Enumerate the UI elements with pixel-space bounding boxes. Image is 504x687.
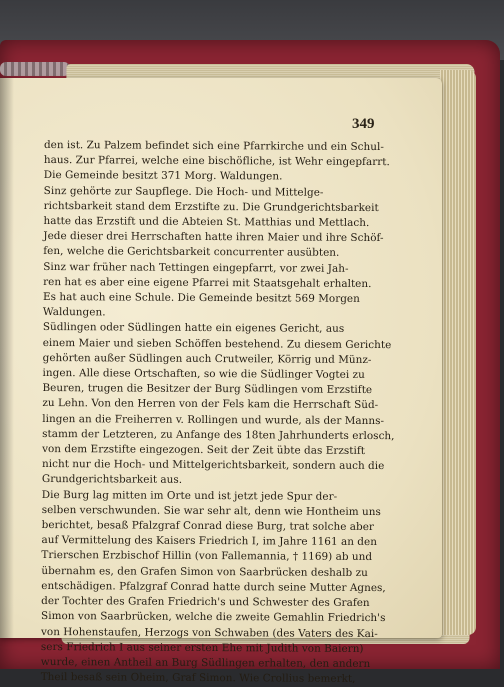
text-line: Sinz gehörte zur Saupflege. Die Hoch- und Mittelge- [43, 184, 324, 199]
text-line: haus. Zur Pfarrei, welche eine bischöfliche, ist Wehr eingepfarrt. [43, 154, 390, 169]
text-line: Sinz war früher nach Tettingen eingepfarrt, vor zwei Jah- [43, 260, 349, 275]
text-line: von dem Erzstifte eingezogen. Seit der Zeit übte das Erzstift [42, 443, 366, 458]
text-line: der Tochter des Grafen Friedrich's und Schwester des Grafen [41, 595, 370, 610]
text-line: stamm der Letzteren, zu Anfange des 18ten Jahrhunderts erlosch, [42, 427, 395, 443]
text-line: einem Maier und sieben Schöffen bestehend. Zu diesem Gerichte [42, 336, 392, 351]
text-line: zu Lehn. Von den Herren von der Fels kam die Herrschaft Süd- [42, 397, 379, 412]
text-line: selben verschwunden. Sie war sehr alt, denn wie Hontheim uns [41, 503, 381, 518]
page-gutter [0, 78, 14, 638]
text-line: nicht nur die Hoch- und Mittelgerichtsbarkeit, sondern auch die [41, 458, 385, 473]
book-page [0, 78, 442, 686]
text-line: entschädigen. Pfalzgraf Conrad hatte durch seine Mutter Agnes, [41, 579, 386, 594]
text-line: ren hat es aber eine eigene Pfarrei mit Staatsgehalt erhalten. [43, 275, 372, 290]
text-line: Trierschen Erzbischof Hillin (von Fallemannia, † 1169) ab und [41, 549, 373, 564]
text-line: lingen an die Freiherren v. Rollingen und wurde, als der Manns- [42, 412, 385, 427]
text-line: Die Burg lag mitten im Orte und ist jetzt jede Spur der- [41, 488, 338, 503]
text-line: den ist. Zu Palzem befindet sich eine Pfarrkirche und ein Schul- [43, 138, 384, 154]
text-line: Waldungen. [42, 306, 106, 319]
text-line: Die Gemeinde besitzt 371 Morg. Waldungen. [43, 169, 283, 183]
text-line: berichtet, besaß Pfalzgraf Conrad diese Burg, trat solche aber [41, 519, 374, 534]
text-line: gehörten außer Südlingen auch Crutweiler, Körrig und Münz- [42, 351, 372, 366]
text-line: ingen. Alle diese Ortschaften, so wie die Südlinger Vogtei zu [42, 367, 365, 382]
text-line: Jede dieser drei Herrschaften hatte ihren Maier und ihre Schöf- [43, 230, 384, 245]
text-line: wurde, einen Antheil an Burg Südlingen erhalten, den andern [40, 655, 371, 670]
page-text [40, 138, 395, 687]
text-line: hatte das Erzstift und die Abteien St. Matthias und Mettlach. [43, 215, 370, 230]
text-line: von Hohenstaufen, Herzogs von Schwaben (des Vaters des Kai- [40, 625, 378, 640]
text-line: richtsbarkeit stand dem Erzstifte zu. Die Grundgerichtsbarkeit [43, 199, 379, 214]
text-line: Beuren, trugen die Besitzer der Burg Südlingen vom Erzstifte [42, 382, 373, 397]
text-line: sers Friedrich I aus seiner ersten Ehe mit Judith von Baiern) [40, 640, 364, 655]
page-edges [440, 70, 476, 635]
text-line: fen, welche die Gerichtsbarkeit concurrenter ausübten. [43, 245, 340, 260]
binder-ring [0, 62, 70, 76]
text-line: auf Vermittelung des Kaisers Friedrich I, im Jahre 1161 an den [41, 534, 378, 549]
text-line: Es hat auch eine Schule. Die Gemeinde besitzt 569 Morgen [42, 291, 360, 305]
text-line: Simon von Saarbrücken, welche die zweite Gemahlin Friedrich's [41, 610, 386, 625]
text-line: Theil besaß sein Oheim, Graf Simon. Wie Crollius bemerkt, [40, 671, 356, 686]
text-line: übernahm es, den Grafen Simon von Saarbrücken deshalb zu [41, 564, 368, 579]
text-line: Grundgerichtsbarkeit aus. [41, 473, 183, 487]
page-number: 349 [352, 116, 375, 132]
text-line: Südlingen oder Südlingen hatte ein eigenes Gericht, aus [42, 321, 345, 336]
